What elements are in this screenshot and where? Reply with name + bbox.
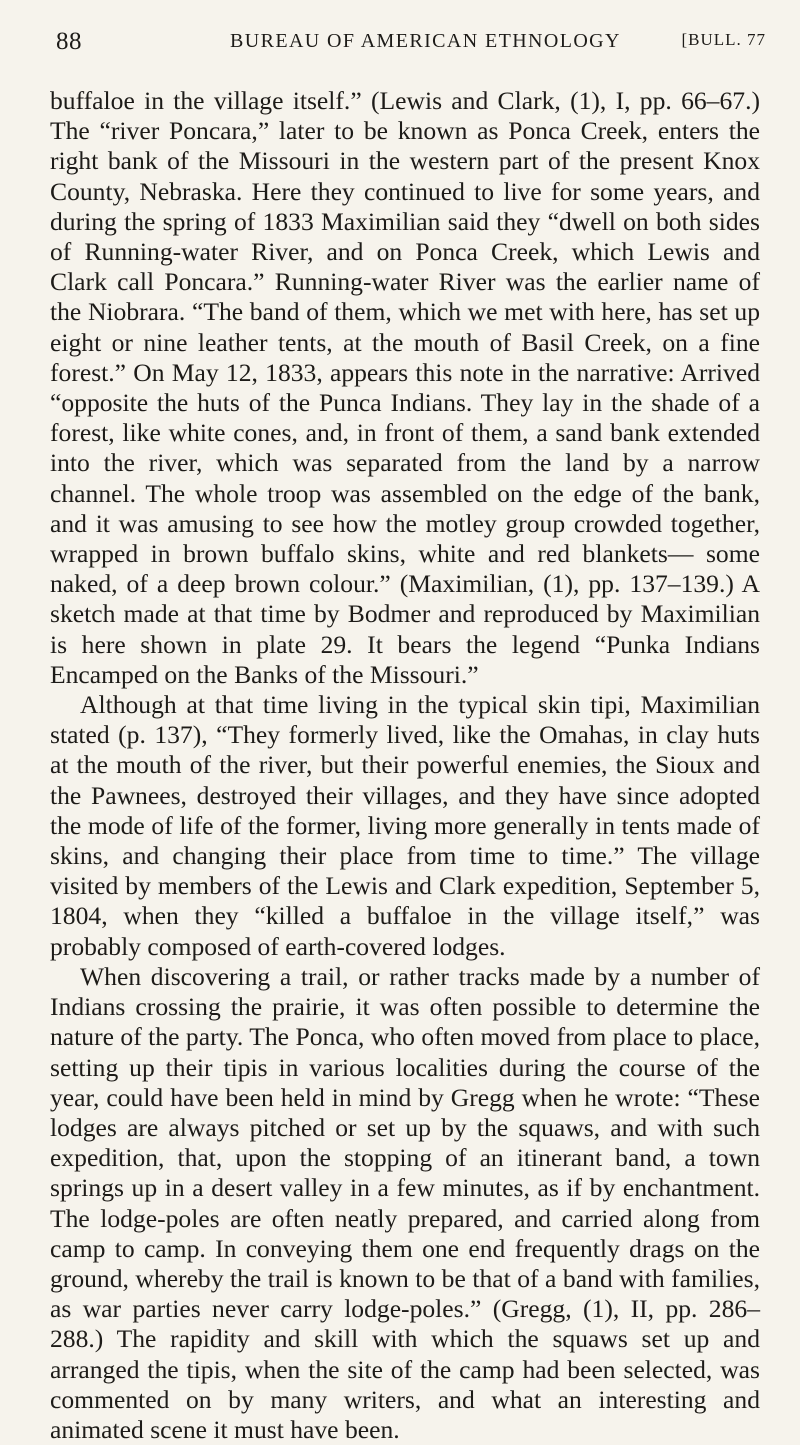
bulletin-number: [BULL. 77 (681, 30, 766, 49)
body-text (50, 86, 760, 1445)
page-number: 88 (56, 28, 82, 55)
running-title: BUREAU OF AMERICAN ETHNOLOGY (230, 30, 621, 52)
paragraph-continued: buffaloe in the village itself.” (Lewis and Clark, (1), I, pp. 66–67.) The “river Poncara,” later to be known as Ponca Creek, enters the right bank of the Missouri in the western part of the present Knox County, Nebraska. Here they continued to live for some years, and during the spring of 1833 Maximilian said they “dwell on both sides of Running-water River, and on Ponca Creek, which Lewis and Clark call Poncara.” Running-water River was the earlier name of the Niobrara. “The band of them, which we met with here, has set up eight or nine leather tents, at the mouth of Basil Creek, on a fine forest.” On May 12, 1833, appears this note in the narrative: Arrived “opposite the huts of the Punca Indians. They lay in the shade of a forest, like white cones, and, in front of them, a sand bank extended into the river, which was separated from the land by a narrow channel. The whole troop was assembled on the edge of the bank, and it was amusing to see how the motley group crowded together, wrapped in brown buffalo skins, white and red blankets— some naked, of a deep brown colour.” (Maximilian, (1), pp. 137–139.) A sketch made at that time by Bodmer and reproduced by Maximilian is here shown in plate 29. It bears the legend “Punka Indians Encamped on the Banks of the Missouri.” (50, 86, 760, 689)
running-head (50, 28, 766, 62)
book-page (50, 28, 766, 1445)
paragraph-gregg-lodges: When discovering a trail, or rather tracks made by a number of Indians crossing the prairie, it was often possible to determine the nature of the party. The Ponca, who often moved from place to place, setting up their tipis in various localities during the course of the year, could have been held in mind by Gregg when he wrote: “These lodges are always pitched or set up by the squaws, and with such expedition, that, upon the stopping of an itinerant band, a town springs up in a desert valley in a few minutes, as if by enchantment. The lodge-poles are often neatly prepared, and carried along from camp to camp. In conveying them one end frequently drags on the ground, whereby the trail is known to be that of a band with families, as war parties never carry lodge-poles.” (Gregg, (1), II, pp. 286–288.) The rapidity and skill with which the squaws set up and arranged the tipis, when the site of the camp had been selected, was commented on by many writers, and what an interesting and animated scene it must have been. (50, 961, 760, 1444)
paragraph-maximilian-clay-huts: Although at that time living in the typical skin tipi, Maximilian stated (p. 137), “They formerly lived, like the Omahas, in clay huts at the mouth of the river, but their powerful enemies, the Sioux and the Pawnees, destroyed their villages, and they have since adopted the mode of life of the former, living more generally in tents made of skins, and changing their place from time to time.” The village visited by members of the Lewis and Clark expedition, September 5, 1804, when they “killed a buffaloe in the village itself,” was probably composed of earth-covered lodges. (50, 690, 760, 961)
